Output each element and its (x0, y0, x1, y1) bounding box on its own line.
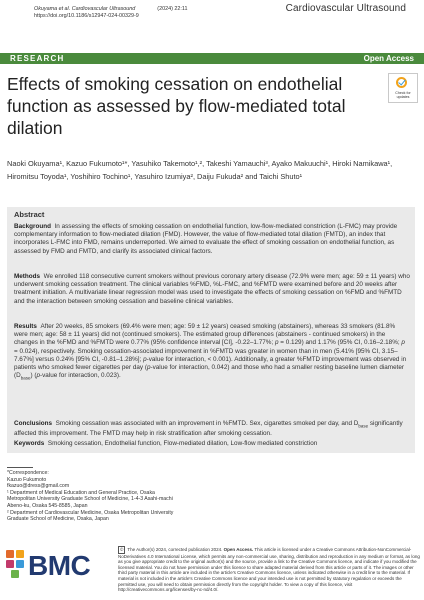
p-symbol: p (274, 339, 279, 347)
check-for-updates-icon (396, 77, 407, 88)
correspondence-block (7, 467, 207, 523)
methods-text: We enrolled 118 consecutive current smokers without previous coronary artery disease (72.9% were men; age: 59 ± 11 years) who underwent smoking cessation treatment. The clinical variables %FMD, %L-FMC, and %FMTD were examined before and 20 weeks after treatment initiation. A multivariate linear regression model was used to investigate the effects of smoking cessation on %FMD and %FMTD and the interaction between smoking cessation and baseline clinical variables. (14, 273, 410, 305)
bmc-logo-text: BMC (28, 550, 91, 581)
abstract-conclusions (14, 420, 410, 439)
results-label: Results (14, 323, 37, 330)
article-type-banner (0, 53, 424, 64)
p-symbol: p (143, 355, 147, 363)
p-symbol: p (146, 364, 151, 372)
copyright-icon: © (120, 547, 124, 552)
conclusions-text: significantly affected this improvement. The FMTD may help in risk stratification after smoking cessation. (14, 420, 403, 438)
p-symbol: p (401, 339, 405, 347)
p-symbol: p (36, 372, 40, 380)
abstract-heading: Abstract (14, 210, 45, 219)
correspondence-label: *Correspondence: (7, 470, 49, 476)
abstract-background (14, 223, 410, 256)
header-doi-link[interactable]: https://doi.org/10.1186/s12947-024-00329-9 (34, 13, 139, 19)
affiliation-1-line-3: Abeno-ku, Osaka 545-8585, Japan (7, 502, 88, 509)
keywords-label: Keywords (14, 440, 45, 447)
background-label: Background (14, 223, 52, 230)
results-text: After 20 weeks, 85 smokers (69.4% were men; age: 59 ± 12 years) ceased smoking (abstainers), whereas 33 smokers (81.8% were men; age: 58 ± 11 years) did not (continued smokers). The estimated group differences (abstainers - continued smokers) in the changes in the %FMD and %FMTD were 0.77% (95% confidence interval [CI], -0.22–1.77%; (14, 323, 396, 347)
results-text: -value for interaction, 0.042) and those who had a smaller resting baseline lumen diameter (D (14, 364, 405, 380)
header-year-page: (2024) 22:11 (157, 6, 188, 12)
bmc-logo (6, 544, 92, 592)
conclusions-label: Conclusions (14, 420, 53, 427)
background-text: In assessing the effects of smoking cessation on endothelial function, low-flow-mediated constriction (L-FMC) may provide complementary information to flow-mediated dilation (FMD). However, the value of flow-mediated total dilation (FMTD), an index that incorporates L-FMC into FMD, remains underreported. We aimed to evaluate the effect of smoking cessation on endothelial function, as assessed by FMD and FMTD, and clarify its associated clinical factors. (14, 223, 398, 255)
subscript-base: base (20, 375, 31, 381)
abstract-box (7, 207, 415, 453)
keywords-text: Smoking cessation, Endothelial function, Flow-mediated dilation, Low-flow mediated constriction (47, 440, 318, 447)
license-text (118, 546, 420, 593)
affiliation-2-line-1: ² Department of Cardiovascular Medicine, Osaka Metropolitan University (7, 509, 174, 516)
bmc-logo-blocks-icon (6, 550, 26, 578)
affiliation-1-line-2: Metropolitan University Graduate School of Medicine, 1-4-3 Asahi-machi (7, 496, 173, 503)
header-citation: Okuyama et al. Cardiovascular Ultrasound (34, 6, 136, 12)
open-access-label: Open Access (363, 54, 414, 63)
author-list: Naoki Okuyama¹, Kazuo Fukumoto¹*, Yasuhiko Takemoto¹,², Takeshi Yamauchi³, Ayako Makuuchi¹, Hiroki Namikawa¹, Hiromitsu Toyoda¹, Yoshihiro Tochino¹, Yasuhiro Izumiya², Daiju Fukuda² and Taichi Shuto¹ (7, 159, 393, 181)
journal-name: Cardiovascular Ultrasound (285, 3, 406, 14)
affiliation-2-line-2: Graduate School of Medicine, Osaka, Japan (7, 516, 109, 523)
results-text: = 0.024), respectively. Smoking cessation-associated improvement in %FMTD was greater in women than in men (5.41% [95% CI, 3.15–7.67%] versus 0.24% [95% CI, -0.81–1.28%]; (14, 347, 398, 363)
subscript-base: base (358, 423, 369, 429)
methods-label: Methods (14, 273, 41, 280)
article-type-label: RESEARCH (10, 54, 65, 63)
running-header (34, 6, 187, 20)
license-lead: The Author(s) 2024, corrected publication 2024. (127, 547, 224, 552)
check-for-updates-label: Check for updates (395, 91, 411, 99)
conclusions-text: Smoking cessation was associated with an improvement in %FMTD. Sex, cigarettes smoked per day, and D (55, 420, 359, 427)
results-text: ) ( (30, 372, 37, 380)
abstract-methods (14, 273, 410, 306)
article-title: Effects of smoking cessation on endothelial function as assessed by flow-mediated total dilation (7, 74, 346, 138)
footnote-divider (7, 467, 33, 468)
results-text: -value for interaction, < 0.001). Additionally, a greater %FMTD improvement was observed in patients who smoked fewer cigarettes per day ( (14, 355, 407, 372)
check-for-updates-button[interactable] (388, 73, 418, 103)
license-body: This article is licensed under a Creative Commons Attribution-NonCommercial-NoDerivatives 4.0 International License, which permits any non-commercial use, sharing, distribution and reproduction in any medium or format, as long as you give appropriate credit to the original author(s) and the source, provide a link to the Creative Commons licence, and indicate if you modified the licensed material. You do not have permission under this licence to share adapted material derived from this article or parts of it. The images or other third party material in this article are included in the article's Creative Commons licence, unless indicated otherwise in a credit line to the material. If material is not included in the article's Creative Commons licence and your intended use is not permitted by statutory regulation or exceeds the permitted use, you will need to obtain permission directly from the copyright holder. To view a copy of this licence, visit http://creativecommons.org/licenses/by-nc-nd/4.0/. (118, 547, 420, 593)
correspondence-email[interactable]: fkazuo@dress@gmail.com (7, 483, 70, 490)
results-text: -value for interaction, 0.023). (40, 372, 121, 380)
abstract-results (14, 323, 410, 383)
license-open-access: Open Access. (223, 547, 254, 552)
abstract-keywords (14, 440, 410, 448)
affiliation-1-line-1: ¹ Department of Medical Education and General Practice, Osaka (7, 489, 155, 496)
results-text: = 0.129) and 1.17% (95% CI, 0.16–2.18%; (278, 339, 402, 347)
correspondence-name: Kazuo Fukumoto (7, 476, 47, 483)
